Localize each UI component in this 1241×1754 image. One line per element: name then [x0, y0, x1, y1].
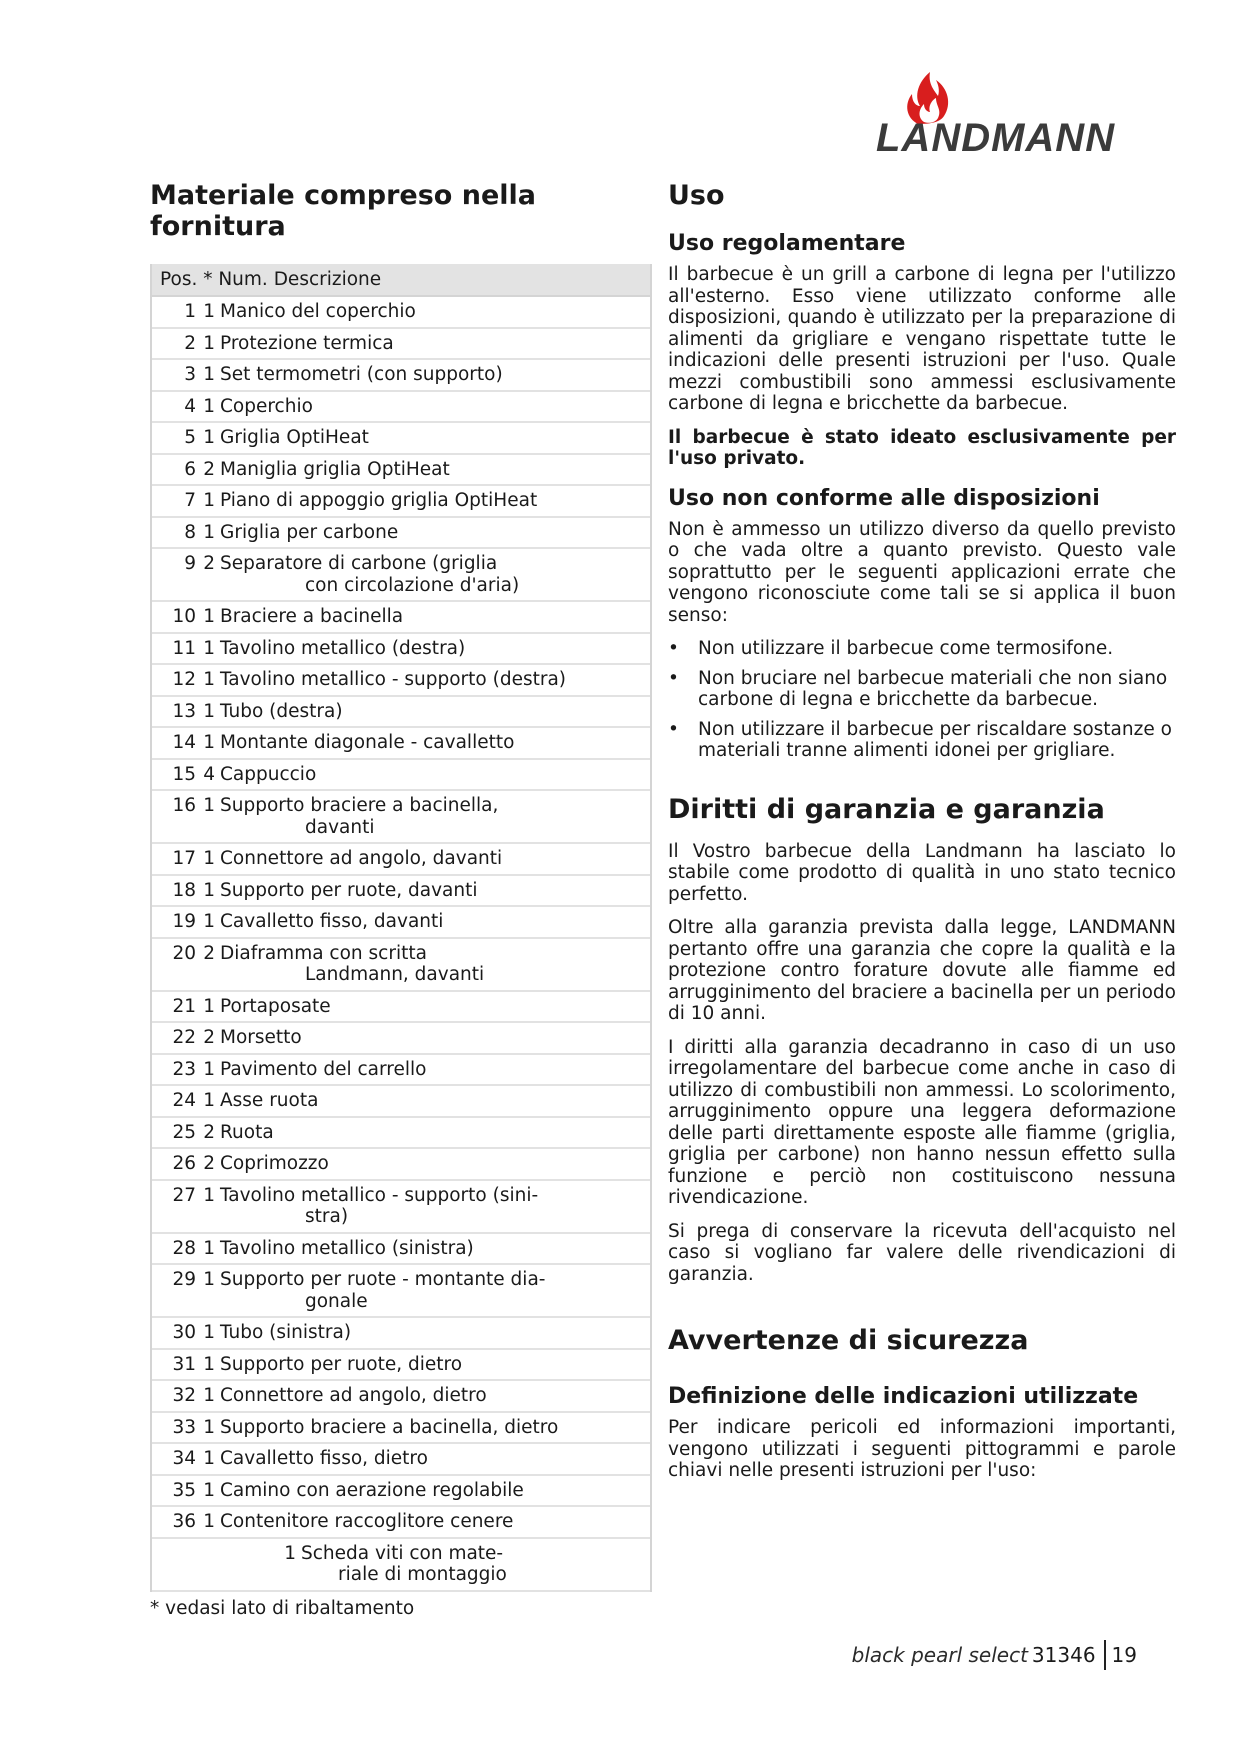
row-qty: 2 [203, 1153, 215, 1174]
row-pos: 29 [172, 1269, 196, 1290]
row-qty: 1 [203, 395, 215, 417]
row-qty: 1 [203, 332, 215, 354]
row-desc: Braciere a bacinella [220, 606, 404, 627]
row-pos: 3 [184, 364, 196, 385]
row-pos: 17 [172, 848, 196, 869]
row-pos: 26 [172, 1153, 196, 1174]
definizione-title: Definizione delle indicazioni utilizzate [668, 1384, 1139, 1409]
row-qty: 1 [203, 1322, 215, 1343]
row-pos: 30 [172, 1322, 196, 1343]
row-pos: 36 [172, 1511, 196, 1532]
row-qty: 2 [203, 1027, 215, 1048]
row-qty: 1 [203, 364, 215, 385]
row-qty: 1 [284, 1542, 296, 1564]
table-row [152, 1413, 650, 1445]
row-desc: Set termometri (con supporto) [220, 364, 503, 385]
row-pos: 7 [184, 490, 196, 511]
list-item: • Non utilizzare il barbecue per riscaldare sostanze o materiali tranne alimenti idonei per grigliare. [668, 719, 1176, 762]
row-qty: 1 [203, 490, 215, 511]
row-pos: 23 [172, 1058, 196, 1080]
row-desc-cont: davanti [305, 816, 375, 838]
row-pos: 2 [184, 332, 196, 354]
row-desc: Diaframma con scritta [220, 942, 427, 964]
row-qty: 1 [203, 879, 215, 901]
regolamentare-title: Uso regolamentare [668, 231, 906, 256]
row-desc: Scheda viti con mate- [301, 1542, 504, 1564]
row-pos: 16 [172, 795, 196, 816]
table-row [152, 844, 650, 876]
garanzia-p2: Oltre alla garanzia prevista dalla legge, LANDMANN pertanto offre una garanzia che copre la qualità e la protezione contro forature dovute alle fiamme ed arrugginimento del braciere a bacinella per un periodo di 10 anni. [668, 917, 1176, 1024]
row-qty: 1 [203, 1090, 215, 1111]
table-row [152, 1118, 650, 1150]
parts-table [150, 264, 652, 1592]
regolamentare-bold: Il barbecue è stato ideato esclusivamente per l'uso privato. [668, 426, 1176, 469]
row-desc-cont: con circolazione d'aria) [305, 574, 520, 596]
table-row [152, 1318, 650, 1350]
brand-name: LANDMANN [876, 116, 1116, 160]
row-desc: Supporto per ruote, dietro [220, 1353, 463, 1375]
parts-rows [152, 297, 650, 1539]
row-desc: Camino con aerazione regolabile [220, 1479, 524, 1501]
parts-section [150, 180, 650, 1619]
garanzia-p4: Si prega di conservare la ricevuta dell'acquisto nel caso si vogliano far valere delle rivendicazioni di garanzia. [668, 1220, 1176, 1285]
row-pos: 10 [172, 606, 196, 627]
non-conforme-title: Uso non conforme alle disposizioni [668, 485, 1100, 511]
table-row [152, 1265, 650, 1318]
table-row [152, 697, 650, 729]
table-row [152, 760, 650, 792]
uso-title: Uso [668, 180, 725, 211]
parts-table-header: Pos. * Num. Descrizione [152, 264, 650, 297]
row-qty: 1 [203, 637, 215, 659]
row-pos: 22 [172, 1027, 196, 1048]
row-qty: 2 [203, 942, 215, 964]
row-desc: Maniglia griglia OptiHeat [220, 458, 450, 480]
table-row [152, 665, 650, 697]
table-row [152, 876, 650, 908]
row-pos: 15 [172, 763, 196, 785]
row-desc-cont: stra) [305, 1206, 349, 1227]
row-pos: 18 [172, 879, 196, 901]
row-desc: Portaposate [220, 995, 331, 1017]
table-row [152, 518, 650, 550]
row-pos: 20 [172, 942, 196, 964]
table-row [152, 1234, 650, 1266]
row-qty: 2 [203, 553, 215, 574]
table-row [152, 329, 650, 361]
row-desc: Manico del coperchio [220, 301, 416, 322]
table-row [152, 907, 650, 939]
list-item: • Non bruciare nel barbecue materiali che non siano carbone di legna e bricchette da barbecue. [668, 668, 1176, 711]
regolamentare-text: Il barbecue è un grill a carbone di legna per l'utilizzo all'esterno. Esso viene utilizzato conforme alle disposizioni, quando è utilizzato per la preparazione di alimenti da grigliare e vengano rispettate tutte le indicazioni delle presenti istruzioni per l'uso. Quale mezzi combustibili sono ammessi esclusivamente carbone di legna e bricchette da barbecue. [668, 264, 1176, 414]
row-pos: 12 [172, 669, 196, 690]
row-pos: 32 [172, 1385, 196, 1406]
row-desc: Pavimento del carrello [220, 1058, 427, 1080]
model-name: black pearl select [851, 1643, 1028, 1667]
row-desc: Coprimozzo [220, 1153, 329, 1174]
garanzia-p1: Il Vostro barbecue della Landmann ha lasciato lo stabile come prodotto di qualità in uno stato tecnico perfetto. [668, 840, 1176, 905]
table-row [152, 1444, 650, 1476]
row-qty: 1 [203, 1184, 215, 1206]
row-qty: 1 [203, 732, 215, 753]
landmann-logo [876, 68, 1166, 160]
row-qty: 1 [203, 1353, 215, 1375]
row-qty: 1 [203, 1385, 215, 1406]
row-pos: 28 [172, 1237, 196, 1259]
list-item: • Non utilizzare il barbecue come termosifone. [668, 638, 1176, 660]
row-qty: 1 [203, 1058, 215, 1080]
row-desc: Contenitore raccoglitore cenere [220, 1511, 514, 1532]
row-desc: Connettore ad angolo, davanti [220, 848, 503, 869]
row-pos: 33 [172, 1416, 196, 1438]
table-row [152, 549, 650, 602]
table-row [152, 1381, 650, 1413]
row-desc: Supporto per ruote - montante dia- [220, 1269, 546, 1290]
row-pos: 14 [172, 732, 196, 753]
row-qty: 1 [203, 848, 215, 869]
row-desc: Griglia per carbone [220, 521, 399, 543]
parts-title: Materiale compreso nella fornitura [150, 180, 536, 242]
table-row [152, 1086, 650, 1118]
row-pos: 34 [172, 1448, 196, 1469]
table-row [152, 1055, 650, 1087]
row-qty: 1 [203, 795, 215, 816]
row-qty: 1 [203, 995, 215, 1017]
table-row [152, 455, 650, 487]
row-qty: 1 [203, 301, 215, 322]
row-pos: 6 [184, 458, 196, 480]
table-row [152, 486, 650, 518]
table-row [152, 791, 650, 844]
sicurezza-title: Avvertenze di sicurezza [668, 1325, 1029, 1356]
usage-section [668, 180, 1176, 1482]
row-qty: 4 [203, 763, 215, 785]
row-qty: 1 [203, 911, 215, 932]
row-pos: 11 [172, 637, 196, 659]
row-qty: 1 [203, 1511, 215, 1532]
row-desc-cont: Landmann, davanti [305, 964, 485, 985]
table-row [152, 1350, 650, 1382]
row-desc: Montante diagonale - cavalletto [220, 732, 515, 753]
row-desc: Morsetto [220, 1027, 302, 1048]
row-qty: 1 [203, 521, 215, 543]
table-row [152, 1181, 650, 1234]
table-row-extra [152, 1539, 650, 1592]
row-pos: 8 [184, 521, 196, 543]
row-qty: 1 [203, 1479, 215, 1501]
table-row [152, 360, 650, 392]
row-qty: 1 [203, 1269, 215, 1290]
row-desc: Connettore ad angolo, dietro [220, 1385, 487, 1406]
row-desc: Protezione termica [220, 332, 394, 354]
row-pos: 4 [184, 395, 196, 417]
row-qty: 1 [203, 606, 215, 627]
row-qty: 1 [203, 1416, 215, 1438]
row-pos: 21 [172, 995, 196, 1017]
row-desc: Tavolino metallico - supporto (destra) [220, 669, 567, 690]
table-row [152, 992, 650, 1024]
table-row [152, 602, 650, 634]
row-desc: Tavolino metallico (sinistra) [220, 1237, 474, 1259]
garanzia-p3: I diritti alla garanzia decadranno in caso di un uso irregolamentare del barbecue come anche in caso di utilizzo di combustibili non ammessi. Lo scolorimento, arrugginimento oppure una leggera deformazione delle parti direttamente esposte alle fiamme (griglia, griglia per carbone) non hanno nessun effetto sulla funzione e perciò non costituiscono nessuna rivendicazione. [668, 1036, 1176, 1208]
row-desc: Cavalletto fisso, davanti [220, 911, 444, 932]
table-row [152, 1023, 650, 1055]
row-desc: Tavolino metallico (destra) [220, 637, 466, 659]
row-desc: Tubo (destra) [220, 700, 343, 722]
row-desc-cont: gonale [305, 1290, 368, 1312]
row-pos: 24 [172, 1090, 196, 1111]
row-desc: Ruota [220, 1121, 274, 1143]
table-row [152, 1476, 650, 1508]
misuse-list [668, 638, 1176, 762]
row-desc: Cappuccio [220, 763, 317, 785]
row-desc: Griglia OptiHeat [220, 427, 369, 448]
table-row [152, 728, 650, 760]
row-pos: 13 [172, 700, 196, 722]
page-footer [852, 1640, 1137, 1670]
row-pos: 9 [184, 553, 196, 574]
row-qty: 1 [203, 700, 215, 722]
non-conforme-text: Non è ammesso un utilizzo diverso da quello previsto o che vada oltre a quanto previsto. Questo vale soprattutto per le seguenti applicazioni errate che vengono riconosciute come tali se si applica il buon senso: [668, 518, 1176, 626]
row-desc: Piano di appoggio griglia OptiHeat [220, 490, 538, 511]
row-desc: Supporto braciere a bacinella, [220, 795, 499, 816]
row-pos: 1 [184, 301, 196, 322]
row-desc: Cavalletto fisso, dietro [220, 1448, 428, 1469]
row-pos: 27 [172, 1184, 196, 1206]
row-qty: 1 [203, 427, 215, 448]
row-desc: Tubo (sinistra) [220, 1322, 352, 1343]
table-row [152, 1507, 650, 1539]
footnote: * vedasi lato di ribaltamento [150, 1597, 415, 1619]
row-desc: Supporto braciere a bacinella, dietro [220, 1416, 559, 1438]
row-desc: Separatore di carbone (griglia [220, 553, 498, 574]
row-qty: 1 [203, 1448, 215, 1469]
row-qty: 2 [203, 458, 215, 480]
table-row [152, 1149, 650, 1181]
row-qty: 2 [203, 1121, 215, 1143]
row-desc: Asse ruota [220, 1090, 319, 1111]
row-pos: 31 [172, 1353, 196, 1375]
garanzia-title: Diritti di garanzia e garanzia [668, 793, 1105, 825]
definizione-text: Per indicare pericoli ed informazioni importanti, vengono utilizzati i seguenti pittogrammi e parole chiavi nelle presenti istruzioni per l'uso: [668, 1417, 1176, 1481]
footer-divider [1104, 1640, 1106, 1670]
table-row [152, 423, 650, 455]
row-pos: 25 [172, 1121, 196, 1143]
row-qty: 1 [203, 1237, 215, 1259]
table-row [152, 634, 650, 666]
row-qty: 1 [203, 669, 215, 690]
table-row [152, 939, 650, 992]
row-desc: Tavolino metallico - supporto (sini- [220, 1184, 539, 1206]
row-pos: 19 [172, 911, 196, 932]
table-row [152, 297, 650, 329]
row-desc: Coperchio [220, 395, 313, 417]
model-number: 31346 [1031, 1643, 1096, 1667]
table-row [152, 392, 650, 424]
row-desc: Supporto per ruote, davanti [220, 879, 478, 901]
row-pos: 5 [184, 427, 196, 448]
row-desc-cont: riale di montaggio [338, 1564, 507, 1585]
row-pos: 35 [172, 1479, 196, 1501]
page-number: 19 [1111, 1643, 1137, 1667]
